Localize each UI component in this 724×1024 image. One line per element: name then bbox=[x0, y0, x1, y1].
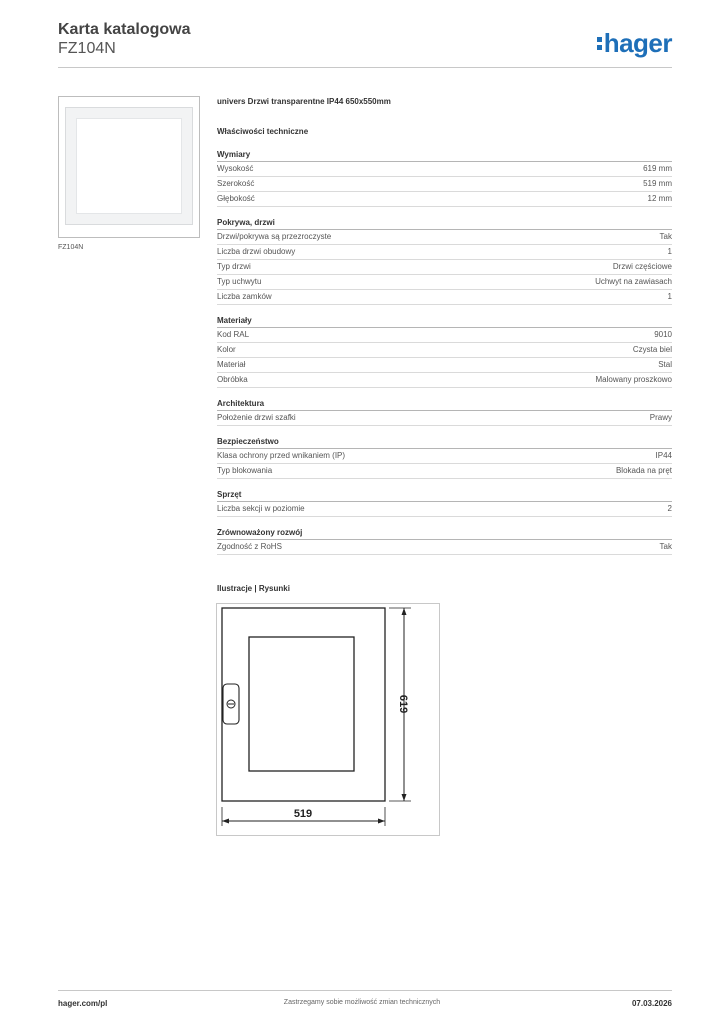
spec-section bbox=[217, 315, 672, 388]
spec-value: 1 bbox=[667, 247, 672, 256]
product-code: FZ104N bbox=[58, 40, 116, 57]
spec-value: Tak bbox=[659, 232, 672, 241]
document-title: Karta katalogowa bbox=[58, 21, 191, 38]
window-outline bbox=[249, 637, 354, 771]
spec-section bbox=[217, 527, 672, 555]
section-title: Sprzęt bbox=[217, 489, 672, 502]
spec-value: Blokada na pręt bbox=[615, 466, 672, 475]
spec-label: Typ uchwytu bbox=[217, 277, 262, 286]
height-dimension-label: 619 bbox=[397, 694, 409, 714]
spec-label: Materiał bbox=[217, 360, 246, 369]
spec-label: Zgodność z RoHS bbox=[217, 542, 282, 551]
spec-row bbox=[217, 177, 672, 192]
spec-value: Czysta biel bbox=[632, 345, 672, 354]
door-image bbox=[65, 107, 193, 225]
spec-sections bbox=[217, 149, 672, 555]
thumbnail-caption: FZ104N bbox=[58, 244, 84, 251]
section-title: Bezpieczeństwo bbox=[217, 436, 672, 449]
spec-row bbox=[217, 275, 672, 290]
spec-row bbox=[217, 373, 672, 388]
spec-label: Liczba zamków bbox=[217, 292, 272, 301]
spec-section bbox=[217, 398, 672, 426]
width-dimension-label: 519 bbox=[293, 808, 313, 820]
spec-section bbox=[217, 489, 672, 517]
spec-row bbox=[217, 162, 672, 177]
section-title: Pokrywa, drzwi bbox=[217, 217, 672, 230]
spec-row bbox=[217, 502, 672, 517]
spec-value: 519 mm bbox=[643, 179, 672, 188]
spec-label: Liczba drzwi obudowy bbox=[217, 247, 296, 256]
spec-label: Kod RAL bbox=[217, 330, 250, 339]
footer-website-link[interactable]: hager.com/pl bbox=[58, 999, 108, 1008]
section-title: Zrównoważony rozwój bbox=[217, 527, 672, 540]
logo-text: hager bbox=[603, 28, 672, 58]
spec-row bbox=[217, 464, 672, 479]
footer-disclaimer: Zastrzegamy sobie możliwość zmian technicznych bbox=[283, 999, 441, 1006]
footer-divider bbox=[58, 990, 672, 991]
spec-label: Klasa ochrony przed wnikaniem (IP) bbox=[217, 451, 346, 460]
spec-row bbox=[217, 230, 672, 245]
spec-value: Tak bbox=[659, 542, 672, 551]
spec-label: Wysokość bbox=[217, 164, 254, 173]
spec-value: 12 mm bbox=[647, 194, 672, 203]
spec-value: Drzwi częściowe bbox=[612, 262, 672, 271]
door-drawing-svg bbox=[217, 604, 439, 835]
section-title: Wymiary bbox=[217, 149, 672, 162]
spec-row bbox=[217, 411, 672, 426]
spec-value: 1 bbox=[667, 292, 672, 301]
spec-label: Liczba sekcji w poziomie bbox=[217, 504, 305, 513]
spec-value: Stal bbox=[658, 360, 672, 369]
spec-label: Obróbka bbox=[217, 375, 248, 384]
section-title: Materiały bbox=[217, 315, 672, 328]
spec-row bbox=[217, 343, 672, 358]
spec-value: Uchwyt na zawiasach bbox=[595, 277, 672, 286]
spec-row bbox=[217, 540, 672, 555]
spec-value: IP44 bbox=[655, 451, 672, 460]
spec-section bbox=[217, 436, 672, 479]
header-divider bbox=[58, 67, 672, 68]
product-title: univers Drzwi transparentne IP44 650x550mm bbox=[217, 97, 391, 106]
tech-properties-title: Właściwości techniczne bbox=[217, 127, 309, 136]
spec-value: Prawy bbox=[649, 413, 672, 422]
spec-label: Głębokość bbox=[217, 194, 255, 203]
spec-value: 9010 bbox=[654, 330, 672, 339]
spec-row bbox=[217, 192, 672, 207]
product-thumbnail bbox=[58, 96, 200, 238]
spec-label: Kolor bbox=[217, 345, 236, 354]
spec-section bbox=[217, 217, 672, 305]
spec-label: Szerokość bbox=[217, 179, 255, 188]
spec-content bbox=[217, 95, 672, 555]
door-window bbox=[76, 118, 182, 214]
spec-label: Typ blokowania bbox=[217, 466, 273, 475]
spec-label: Położenie drzwi szafki bbox=[217, 413, 296, 422]
spec-row bbox=[217, 245, 672, 260]
spec-label: Drzwi/pokrywa są przezroczyste bbox=[217, 232, 332, 241]
footer-date: 07.03.2026 bbox=[631, 999, 672, 1008]
spec-value: 2 bbox=[667, 504, 672, 513]
spec-value: Malowany proszkowo bbox=[595, 375, 672, 384]
spec-row bbox=[217, 260, 672, 275]
spec-row bbox=[217, 449, 672, 464]
logo-dots-icon bbox=[597, 37, 602, 50]
spec-row bbox=[217, 290, 672, 305]
spec-label: Typ drzwi bbox=[217, 262, 251, 271]
section-title: Architektura bbox=[217, 398, 672, 411]
technical-drawing bbox=[216, 603, 440, 836]
spec-section bbox=[217, 149, 672, 207]
hager-logo bbox=[597, 28, 672, 58]
spec-row bbox=[217, 358, 672, 373]
spec-value: 619 mm bbox=[643, 164, 672, 173]
spec-row bbox=[217, 328, 672, 343]
illustrations-title: Ilustracje | Rysunki bbox=[217, 584, 290, 593]
